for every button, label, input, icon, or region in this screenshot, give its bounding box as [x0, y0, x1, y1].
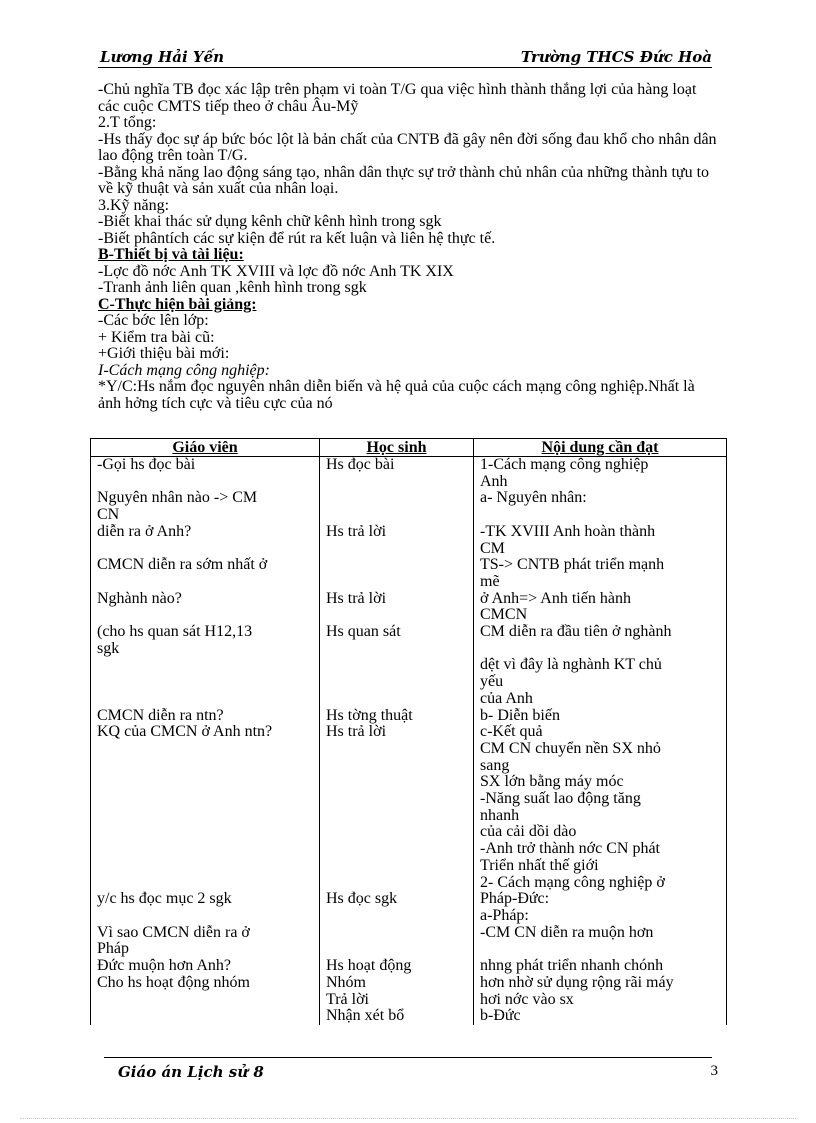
table-row [91, 591, 727, 624]
content-cell: c-Kết quả CM CN chuyển nền SX nhỏ sang SX lớn bằng máy móc -Năng suất lao động tăng nhanh của cải dồi dào -Anh trở thành nớc CN phát Triển nhất thế giới 2- Cách mạng công nghiệp ở [474, 724, 727, 891]
content-cell: nhng phát triển nhanh chónh hơn nhờ sử dụng rộng rãi máy hơi nớc vào sx b-Đức [474, 958, 727, 1025]
lesson-objectives [98, 82, 718, 412]
table-row [91, 457, 727, 491]
body-line: -Lợc đồ nớc Anh TK XVIII và lợc đồ nớc Anh TK XIX [98, 262, 454, 280]
section-heading-lesson: C-Thực hiện bài giảng: [98, 295, 257, 313]
teacher-cell: CMCN diễn ra sớm nhất ở [91, 557, 320, 590]
student-cell: Hs trả lời [320, 524, 474, 557]
body-line: -Biết khai thác sử dụng kênh chữ kênh hình trong sgk [98, 213, 442, 230]
student-cell: Hs đọc sgk [320, 891, 474, 924]
body-line: 3.Kỹ năng: [98, 196, 170, 214]
teacher-cell: Nguyên nhân nào -> CM CN [91, 490, 320, 523]
content-cell: Pháp-Đức: a-Pháp: [474, 891, 727, 924]
teacher-cell: -Gọi hs đọc bài [91, 457, 320, 491]
body-line: -Chủ nghĩa TB đọc xác lập trên phạm vi toàn T/G qua việc hình thành thắng lợi của hàng loạt các cuộc CMTS tiếp theo ở châu Âu-Mỹ [98, 81, 697, 115]
table-row [91, 490, 727, 523]
body-line: 2.T tổng: [98, 114, 157, 131]
body-line: -Hs thấy đọc sự áp bức bóc lột là bản chất của CNTB đã gây nên đời sống đau khổ cho nhân dân lao động trên toàn T/G. [98, 130, 717, 164]
content-cell: 1-Cách mạng công nghiệp Anh [474, 457, 727, 491]
footer-title: Giáo án Lịch sử 8 [118, 1063, 264, 1081]
teacher-cell: diễn ra ở Anh? [91, 524, 320, 557]
student-cell [320, 925, 474, 958]
content-cell: b- Diễn biến [474, 708, 727, 725]
header-author: Lương Hải Yến [100, 48, 225, 66]
header-divider [98, 67, 712, 68]
student-cell: Hs trả lời [320, 591, 474, 624]
body-line: -Các bớc lên lớp: [98, 312, 209, 329]
table-row [91, 624, 727, 657]
table-header-row [91, 439, 727, 457]
table-row [91, 925, 727, 958]
teacher-cell: Vì sao CMCN diễn ra ở Pháp [91, 925, 320, 958]
table-row [91, 557, 727, 590]
student-cell [320, 490, 474, 523]
content-cell: -TK XVIII Anh hoàn thành CM [474, 524, 727, 557]
table-row [91, 891, 727, 924]
student-cell: Hs quan sát [320, 624, 474, 657]
body-line: -Tranh ảnh liên quan ,kênh hình trong sgk [98, 279, 367, 296]
table-row [91, 524, 727, 557]
table-row [91, 724, 727, 891]
column-header-teacher: Giáo viên [91, 439, 320, 457]
student-cell [320, 557, 474, 590]
content-cell: CM diễn ra đầu tiên ở nghành [474, 624, 727, 657]
column-header-content: Nội dung cần đạt [474, 439, 727, 457]
teacher-cell: Đức muộn hơn Anh? Cho hs hoạt động nhóm [91, 958, 320, 1025]
lesson-table [90, 438, 727, 1025]
body-line: -Bằng khả năng lao động sáng tạo, nhân dân thực sự trở thành chủ nhân của những thành tựu to về kỹ thuật và sản xuất của nhân loại. [98, 163, 710, 197]
content-cell: a- Nguyên nhân: [474, 490, 727, 523]
table-row [91, 958, 727, 1025]
content-cell: dệt vì đây là nghành KT chủ yếu của Anh [474, 657, 727, 707]
body-line: -Biết phântích các sự kiện để rút ra kết luận và liên hệ thực tế. [98, 229, 496, 247]
student-cell: Hs đọc bài [320, 457, 474, 491]
footer-divider [104, 1057, 712, 1058]
teacher-cell: CMCN diễn ra ntn? [91, 708, 320, 725]
student-cell: Hs tờng thuật [320, 708, 474, 725]
teacher-cell: (cho hs quan sát H12,13 sgk [91, 624, 320, 657]
content-cell: ở Anh=> Anh tiến hành CMCN [474, 591, 727, 624]
teacher-cell: y/c hs đọc mục 2 sgk [91, 891, 320, 924]
student-cell [320, 657, 474, 707]
column-header-student: Học sinh [320, 439, 474, 457]
page-number: 3 [710, 1063, 718, 1079]
subsection-heading: I-Cách mạng công nghiệp: [98, 361, 270, 379]
table-row [91, 657, 727, 707]
teacher-cell: Nghành nào? [91, 591, 320, 624]
student-cell: Hs trả lời [320, 724, 474, 891]
table-row [91, 708, 727, 725]
header-school: Trường THCS Đức Hoà [520, 48, 712, 66]
student-cell: Hs hoạt động Nhóm Trả lời Nhận xét bổ [320, 958, 474, 1025]
section-heading-equipment: B-Thiết bị và tài liệu: [98, 246, 244, 263]
content-cell: -CM CN diễn ra muộn hơn [474, 925, 727, 958]
teacher-cell [91, 657, 320, 707]
content-cell: TS-> CNTB phát triển mạnh mẽ [474, 557, 727, 590]
teacher-cell: KQ của CMCN ở Anh ntn? [91, 724, 320, 891]
page-bottom-dotted-line [20, 1118, 796, 1119]
body-line: + Kiểm tra bài cũ: [98, 328, 215, 346]
body-line: +Giới thiệu bài mới: [98, 345, 230, 362]
body-line: *Y/C:Hs nắm đọc nguyên nhân diễn biến và hệ quả của cuộc cách mạng công nghiệp.Nhất là ảnh hởng tích cực và tiêu cực của nó [98, 378, 695, 412]
